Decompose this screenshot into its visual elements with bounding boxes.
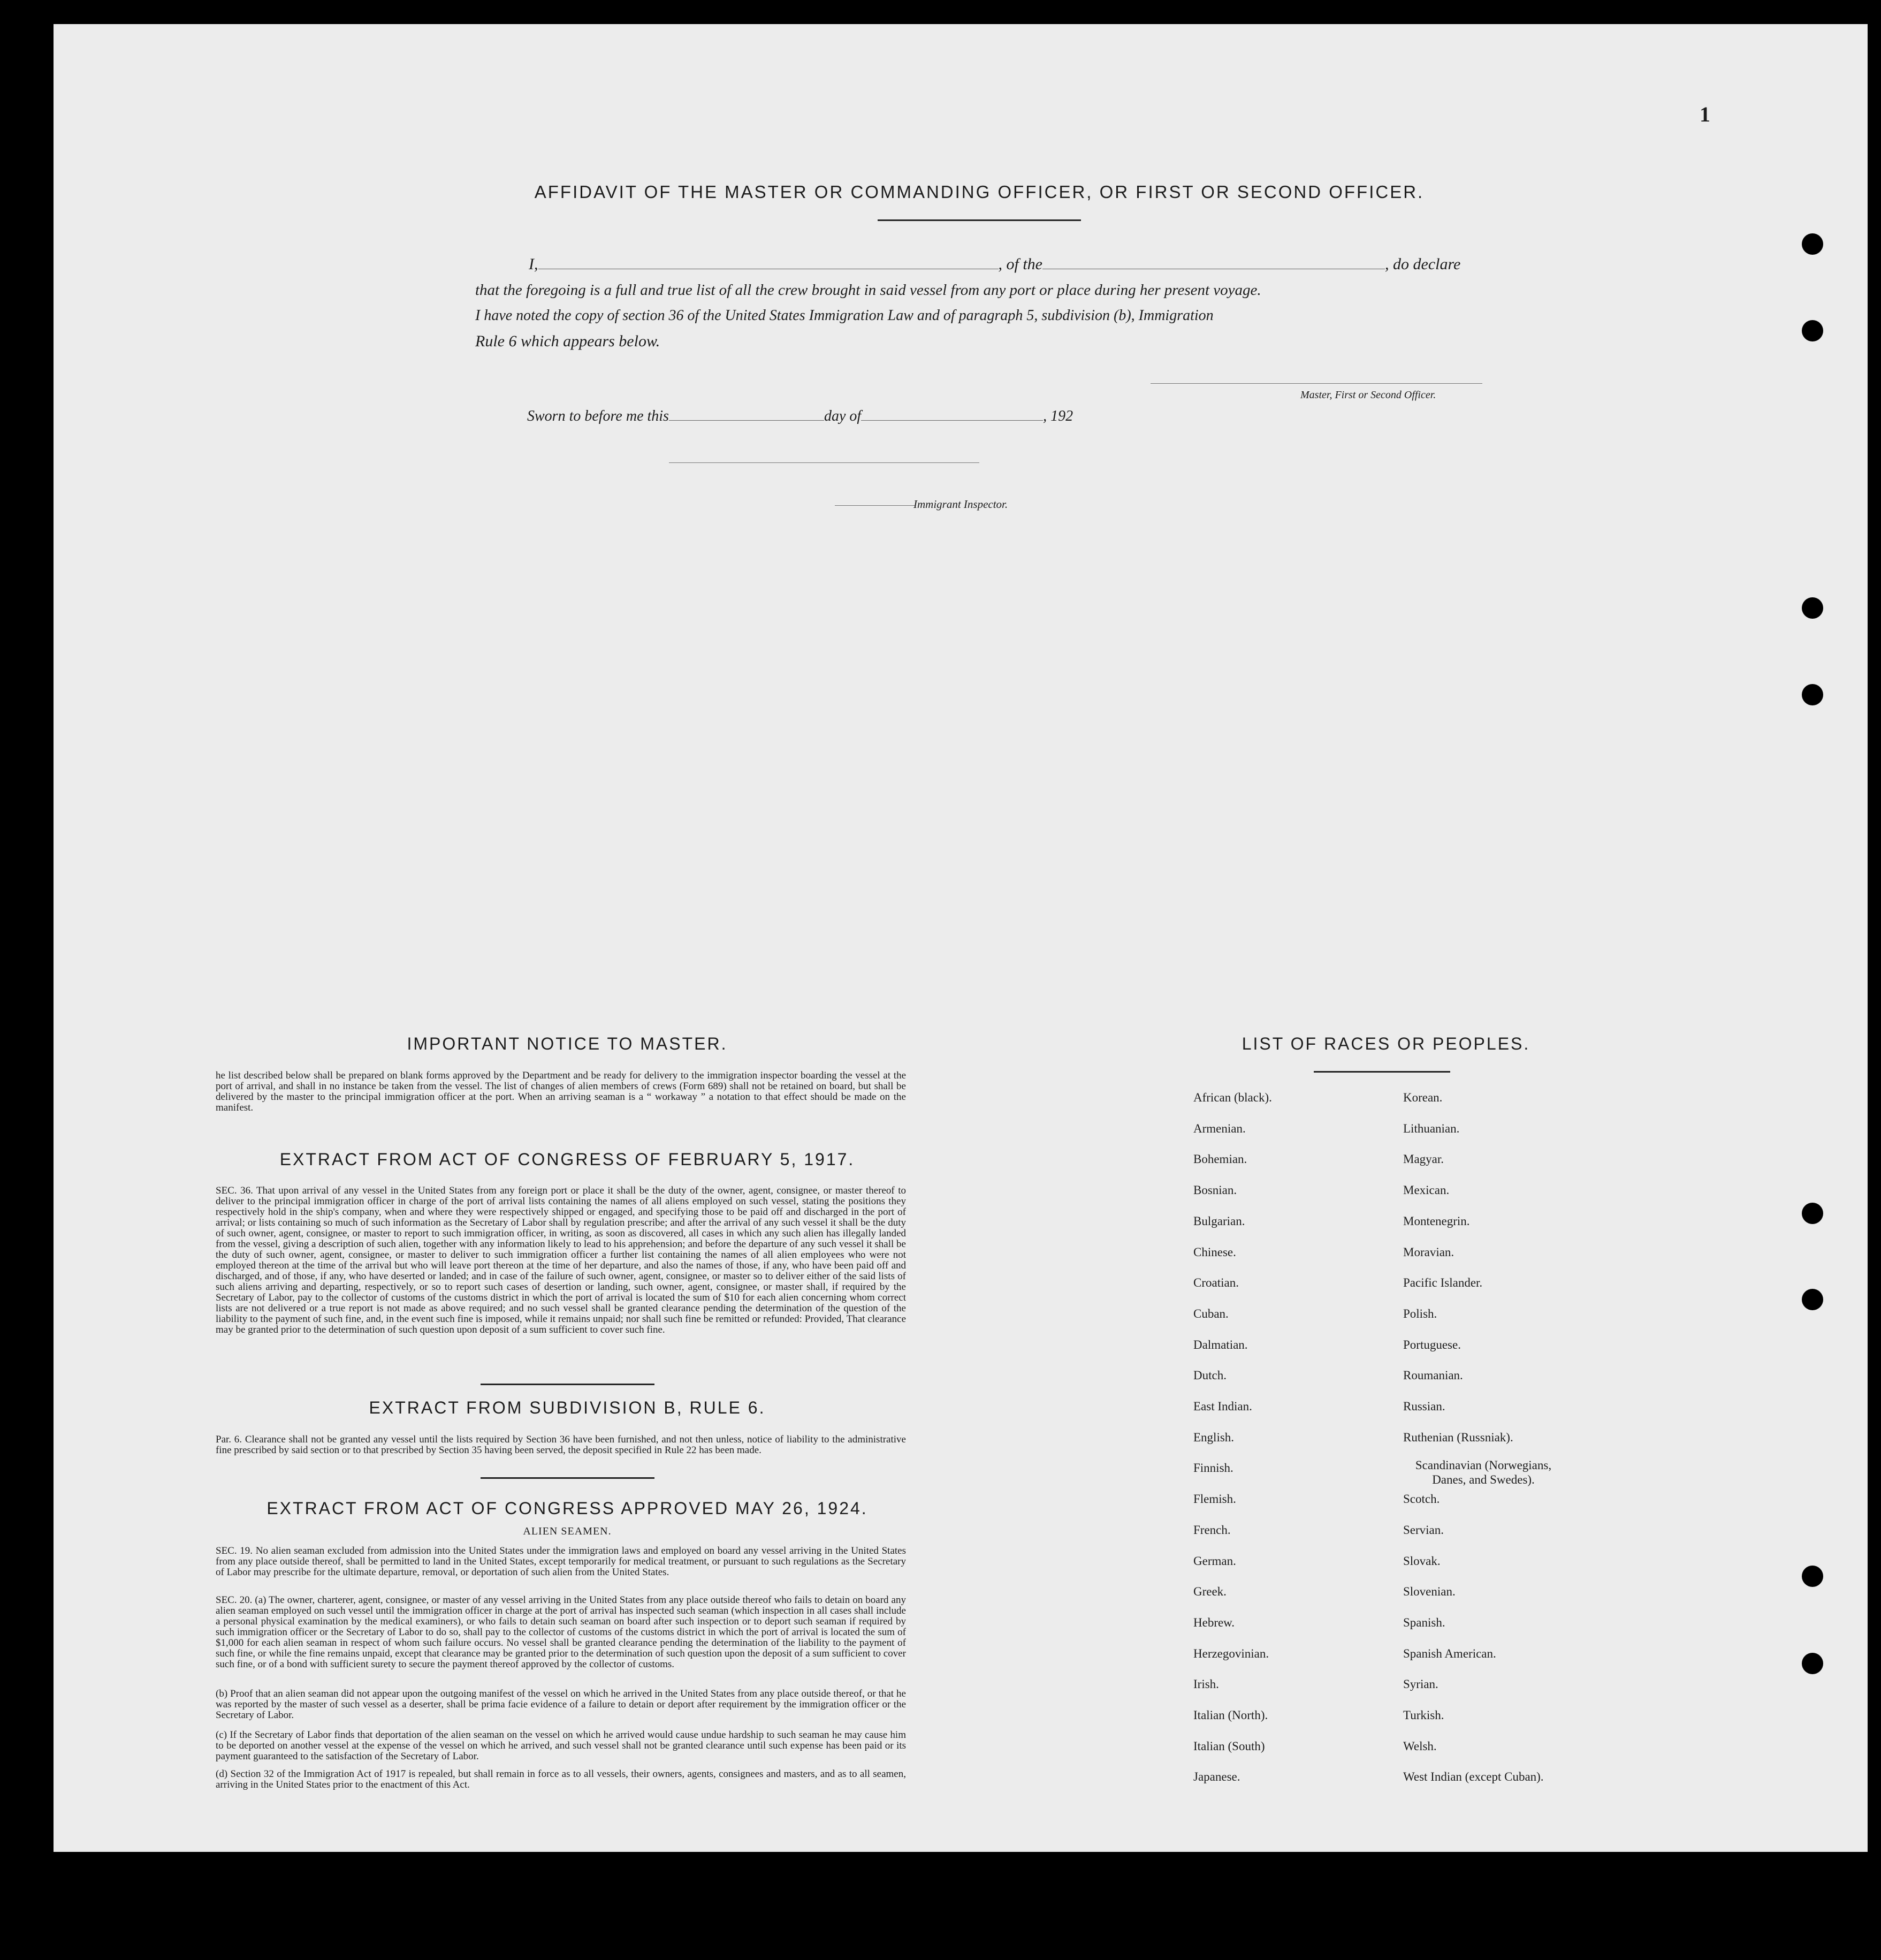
sworn-line: [527, 408, 1073, 425]
name-field[interactable]: [538, 258, 999, 269]
punch-hole: [1802, 320, 1823, 341]
race-item: Turkish.: [1403, 1708, 1444, 1722]
race-item: Lithuanian.: [1403, 1122, 1460, 1135]
race-item: Russian.: [1403, 1400, 1445, 1413]
race-item: African (black).: [1193, 1091, 1272, 1104]
sec20c-text: (c) If the Secretary of Labor finds that deportation of the alien seaman on the vessel on which he arrived would cause undue hardship to such seaman he may cause him to be deported on another vessel at the expense of the vessel on which he arrived, and such vessel shall not be granted clearance until such expense has been paid or its payment guaranteed to the satisfaction of the Secretary of Labor.: [216, 1729, 906, 1762]
notice-text: he list described below shall be prepared on blank forms approved by the Department and be ready for delivery to the immigration inspector boarding the vessel at the port of arrival, and shall in no instance be taken from the vessel. The list of changes of alien members of crews (Form 689) shall not be retained on board, but shall be delivered by the master to the principal immigration officer at the port. When an arriving seaman is a “ workaway ” a notation to that effect should be made on the manifest.: [216, 1070, 906, 1113]
race-item: Dutch.: [1193, 1369, 1227, 1382]
race-item: Japanese.: [1193, 1770, 1240, 1783]
inspector-caption: Immigrant Inspector.: [913, 498, 1008, 511]
punch-hole: [1802, 1653, 1823, 1674]
signature-line[interactable]: [1151, 383, 1482, 384]
race-item: Croatian.: [1193, 1276, 1239, 1289]
race-item: Slovak.: [1403, 1554, 1441, 1568]
punch-hole: [1802, 597, 1823, 619]
race-item: Portuguese.: [1403, 1338, 1461, 1351]
race-item: Dalmatian.: [1193, 1338, 1248, 1351]
race-item: Greek.: [1193, 1585, 1227, 1598]
race-item: English.: [1193, 1431, 1235, 1444]
race-item: Polish.: [1403, 1307, 1437, 1320]
race-item: Flemish.: [1193, 1492, 1236, 1506]
punch-hole: [1802, 1289, 1823, 1310]
race-item: Hebrew.: [1193, 1616, 1235, 1629]
day-of-label: day of: [824, 408, 862, 424]
race-item: French.: [1193, 1523, 1231, 1537]
races-divider: [1314, 1071, 1450, 1073]
race-item: Slovenian.: [1403, 1585, 1456, 1598]
extract-1924-subtitle: ALIEN SEAMEN.: [523, 1525, 612, 1537]
sec19-text: SEC. 19. No alien seaman excluded from admission into the United States under the immigration laws and employed on board any vessel arriving in the United States from any place outside thereof, shall be permitted to land in the United States, except temporarily for medical treatment, or pursuant to such regulations as the Secretary of Labor may prescribe for the ultimate departure, removal, or deportation of such alien from the United States.: [216, 1545, 906, 1578]
race-item: Italian (South): [1193, 1739, 1265, 1753]
race-item: Roumanian.: [1403, 1369, 1463, 1382]
race-item: East Indian.: [1193, 1400, 1252, 1413]
i-label: I,: [529, 255, 538, 273]
race-item: Chinese.: [1193, 1245, 1236, 1259]
of-the-label: , of the: [998, 255, 1042, 273]
races-title: LIST OF RACES OR PEOPLES.: [1242, 1034, 1530, 1053]
race-item: Syrian.: [1403, 1677, 1438, 1691]
race-item: Welsh.: [1403, 1739, 1437, 1753]
race-item: German.: [1193, 1554, 1236, 1568]
race-item: Magyar.: [1403, 1152, 1444, 1166]
affidavit-title: AFFIDAVIT OF THE MASTER OR COMMANDING OFFICER, OR FIRST OR SECOND OFFICER.: [534, 182, 1425, 202]
affidavit-declaration-line: [475, 252, 1484, 277]
affidavit-body-2: I have noted the copy of section 36 of the United States Immigration Law and of paragraph 5, subdivision (b), Immigration: [475, 307, 1214, 324]
race-item: Spanish.: [1403, 1616, 1445, 1629]
race-item: Moravian.: [1403, 1245, 1454, 1259]
extract-rule6-text: Par. 6. Clearance shall not be granted any vessel until the lists required by Section 36 have been furnished, and not then unless, notice of liability to the administrative fine prescribed by said section or to that prescribed by Section 35 having been served, the deposit specified in Rule 22 has been made.: [216, 1434, 906, 1456]
race-item: Italian (North).: [1193, 1708, 1268, 1722]
sworn-label: Sworn to before me this: [527, 408, 669, 424]
section-divider: [481, 1477, 654, 1479]
race-item: Herzegovinian.: [1193, 1647, 1269, 1660]
race-item: Scotch.: [1403, 1492, 1440, 1506]
race-item: Finnish.: [1193, 1461, 1233, 1475]
affidavit-body-3: Rule 6 which appears below.: [475, 332, 660, 350]
race-item: West Indian (except Cuban).: [1403, 1770, 1544, 1783]
punch-hole: [1802, 233, 1823, 255]
extract-1917-title: EXTRACT FROM ACT OF CONGRESS OF FEBRUARY 5, 1917.: [279, 1150, 855, 1169]
punch-hole: [1802, 684, 1823, 705]
sec20d-text: (d) Section 32 of the Immigration Act of 1917 is repealed, but shall remain in force as to all vessels, their owners, agents, consignees and masters, and as to all seamen, arriving in the United States prior to the enactment of this Act.: [216, 1768, 906, 1790]
race-item: Korean.: [1403, 1091, 1443, 1104]
race-item: Mexican.: [1403, 1183, 1450, 1197]
race-item: Irish.: [1193, 1677, 1219, 1691]
affidavit-body-1: that the foregoing is a full and true list of all the crew brought in said vessel from any port or place during her present voyage.: [475, 282, 1261, 299]
extract-1917-text: SEC. 36. That upon arrival of any vessel in the United States from any foreign port or place it shall be the duty of the owner, agent, consignee, or master thereof to deliver to the principal immigration officer in charge of the port of arrival lists containing the names of all aliens employed on such vessel, stating the positions they respectively hold in the ship's company, when and where they were respectively shipped or engaged, and specifying those to be paid off and discharged in the port of arrival; or lists containing so much of such information as the Secretary of Labor shall by regulation prescribe; and after the arrival of any such vessel it shall be the duty of such owner, agent, consignee, or master to report to such immigration officer, in writing, as soon as discovered, all cases in which any such alien has illegally landed from the vessel, giving a description of such alien, together with any information likely to lead to his apprehension; and before the departure of any such vessel it shall be the duty of such owner, agent, consignee, or master to deliver to such immigration officer a further list containing the names of all alien employees who were not employed thereon at the time of the arrival but who will leave port thereon at the time of her departure, and also the names of those, if any, who have been paid off and discharged, and of those, if any, who have deserted or landed; and in case of the failure of such owner, agent, consignee, or master so to deliver either of the said lists of such aliens arriving and departing, respectively, or so to report such cases of desertion or landing, such owner, agent, consignee, or master shall, if required by the Secretary of Labor, pay to the collector of customs of the customs district in which the port of arrival is located the sum of $10 for each alien concerning whom correct lists are not delivered or a true report is not made as above required; and no such vessel shall be granted clearance pending the determination of the question of the liability to the payment of such fine, and, in the event such fine is imposed, while it remains unpaid; nor shall such fine be remitted or refunded: Provided, That clearance may be granted prior to the determination of such question upon deposit of a sum sufficient to cover such fine.: [216, 1185, 906, 1335]
vessel-field[interactable]: [1042, 258, 1385, 269]
notice-title: IMPORTANT NOTICE TO MASTER.: [407, 1034, 728, 1053]
extract-1924-title: EXTRACT FROM ACT OF CONGRESS APPROVED MAY 26, 1924.: [266, 1499, 868, 1518]
race-item: Bosnian.: [1193, 1183, 1237, 1197]
sworn-day-field[interactable]: [669, 413, 824, 421]
title-divider: [878, 219, 1081, 221]
race-item: Servian.: [1403, 1523, 1444, 1537]
sec20b-text: (b) Proof that an alien seaman did not appear upon the outgoing manifest of the vessel on which he arrived in the United States from any place outside thereof, or that he was reported by the master of such vessel as a deserter, shall be prima facie evidence of a failure to detain or deport after requirement by the immigration officer or the Secretary of Labor.: [216, 1688, 906, 1721]
race-item: Montenegrin.: [1403, 1214, 1470, 1228]
race-item: Bulgarian.: [1193, 1214, 1245, 1228]
race-item: Scandinavian (Norwegians, Danes, and Swedes).: [1415, 1458, 1552, 1486]
race-item: Spanish American.: [1403, 1647, 1496, 1660]
race-item: Ruthenian (Russniak).: [1403, 1431, 1513, 1444]
punch-hole: [1802, 1203, 1823, 1224]
sworn-month-field[interactable]: [861, 413, 1043, 421]
year-label: , 192: [1043, 408, 1073, 424]
race-item: Pacific Islander.: [1403, 1276, 1483, 1289]
sec20a-text: SEC. 20. (a) The owner, charterer, agent, consignee, or master of any vessel arriving in the United States from any place outside thereof who fails to detain on board any alien seaman employed on such vessel until the immigration officer in charge at the port of arrival has inspected such seaman (which inspection in all cases shall include a personal physical examination by the medical examiners), or who fails to detain such seaman on board after such inspection or to deport such seaman if required by such immigration officer or the Secretary of Labor to do so, shall pay to the collector of customs of the customs district in which the port of arrival is located the sum of $1,000 for each alien seaman in respect of whom such failure occurs. No vessel shall be granted clearance pending the determination of the liability to the payment of such fine, or while the fine remains unpaid, except that clearance may be granted prior to the determination of such question upon the deposit of a sum sufficient to cover such fine, or of a bond with sufficient surety to secure the payment thereof approved by the collector of customs.: [216, 1594, 906, 1670]
punch-hole: [1802, 1566, 1823, 1587]
extract-rule6-title: EXTRACT FROM SUBDIVISION B, RULE 6.: [369, 1398, 766, 1417]
race-item: Bohemian.: [1193, 1152, 1247, 1166]
race-item: Armenian.: [1193, 1122, 1246, 1135]
inspector-signature-line[interactable]: [669, 462, 979, 463]
page-number: 1: [1700, 102, 1710, 126]
section-divider: [481, 1384, 654, 1385]
race-item: Cuban.: [1193, 1307, 1229, 1320]
inspector-short-line: [835, 505, 915, 506]
signature-caption: Master, First or Second Officer.: [1300, 389, 1436, 401]
do-declare-label: , do declare: [1385, 255, 1461, 273]
